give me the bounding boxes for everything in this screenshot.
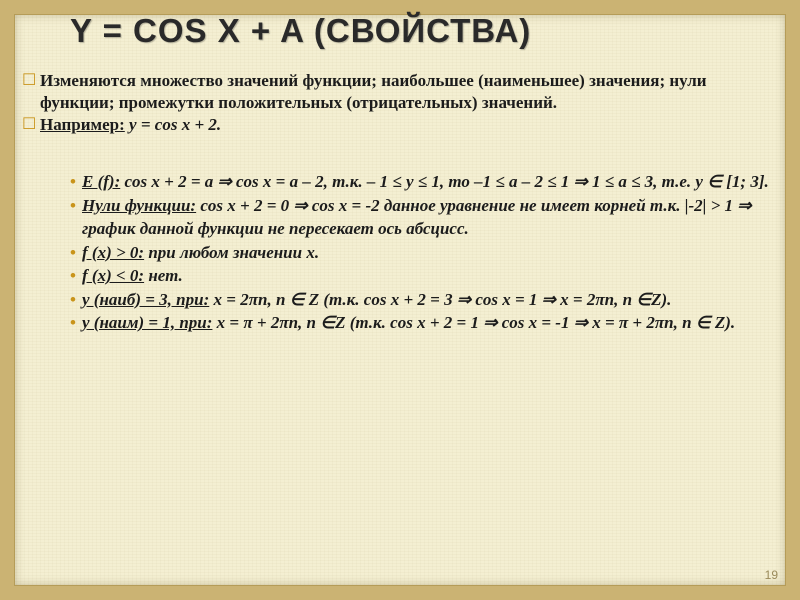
example-label: Например: bbox=[40, 115, 125, 134]
intro-text: Изменяются множество значений функции; наибольшее (наименьшее) значения; нули функции; промежутки положительных (отрицательных) значений. bbox=[40, 71, 707, 112]
item-label: Нули функции: bbox=[82, 195, 197, 215]
item-text: нет. bbox=[144, 266, 183, 285]
item-text: x = π + 2πn, n ∈Z (т.к. cos x + 2 = 1 ⇒ cos x = -1 ⇒ x = π + 2πn, n ∈ Z). bbox=[212, 313, 736, 332]
sub-bullet-icon: • bbox=[70, 289, 76, 309]
slide-content bbox=[22, 70, 782, 335]
slide-title: Y = COS X + A (СВОЙСТВА) bbox=[70, 12, 532, 49]
item-text: cos x + 2 = a ⇒ cos x = a – 2, т.к. – 1 ≤ y ≤ 1, то –1 ≤ a – 2 ≤ 1 ⇒ 1 ≤ a ≤ 3, т.е. y ∈ [1; 3]. bbox=[120, 172, 769, 191]
list-item-positive bbox=[70, 241, 782, 265]
item-label: y (наиб) = 3, при: bbox=[82, 289, 210, 309]
list-item-min bbox=[70, 311, 782, 335]
list-item-range bbox=[70, 170, 782, 194]
sub-bullet-icon: • bbox=[70, 313, 76, 332]
item-label: f (x) > 0: bbox=[82, 242, 145, 262]
page-number: 19 bbox=[764, 568, 778, 582]
list-item-max bbox=[70, 288, 782, 312]
properties-list bbox=[70, 170, 782, 335]
sub-bullet-icon: • bbox=[70, 195, 76, 215]
list-item-negative bbox=[70, 264, 782, 288]
sub-bullet-icon: • bbox=[70, 242, 76, 262]
bullet-icon: ☐ bbox=[22, 116, 37, 133]
item-text: cos x + 2 = 0 ⇒ cos x = -2 данное уравнение не имеет корней т.к. |-2| > 1 ⇒ график данной функции не пересекает ось абсцисс. bbox=[82, 195, 752, 238]
item-text: при любом значении x. bbox=[144, 242, 320, 262]
sub-bullet-icon: • bbox=[70, 266, 76, 285]
spacer bbox=[22, 136, 782, 170]
example-text: y = cos x + 2. bbox=[124, 115, 222, 134]
item-label: y (наим) = 1, при: bbox=[82, 313, 213, 332]
sub-bullet-icon: • bbox=[70, 172, 76, 191]
item-label: f (x) < 0: bbox=[82, 266, 145, 285]
item-text: x = 2πn, n ∈ Z (т.к. cos x + 2 = 3 ⇒ cos x = 1 ⇒ x = 2πn, n ∈Z). bbox=[209, 289, 672, 309]
list-item-zeros bbox=[70, 194, 782, 241]
example-bullet bbox=[22, 114, 782, 136]
item-label: E (f): bbox=[82, 172, 121, 191]
bullet-icon: ☐ bbox=[22, 72, 37, 89]
intro-bullet bbox=[22, 70, 782, 114]
